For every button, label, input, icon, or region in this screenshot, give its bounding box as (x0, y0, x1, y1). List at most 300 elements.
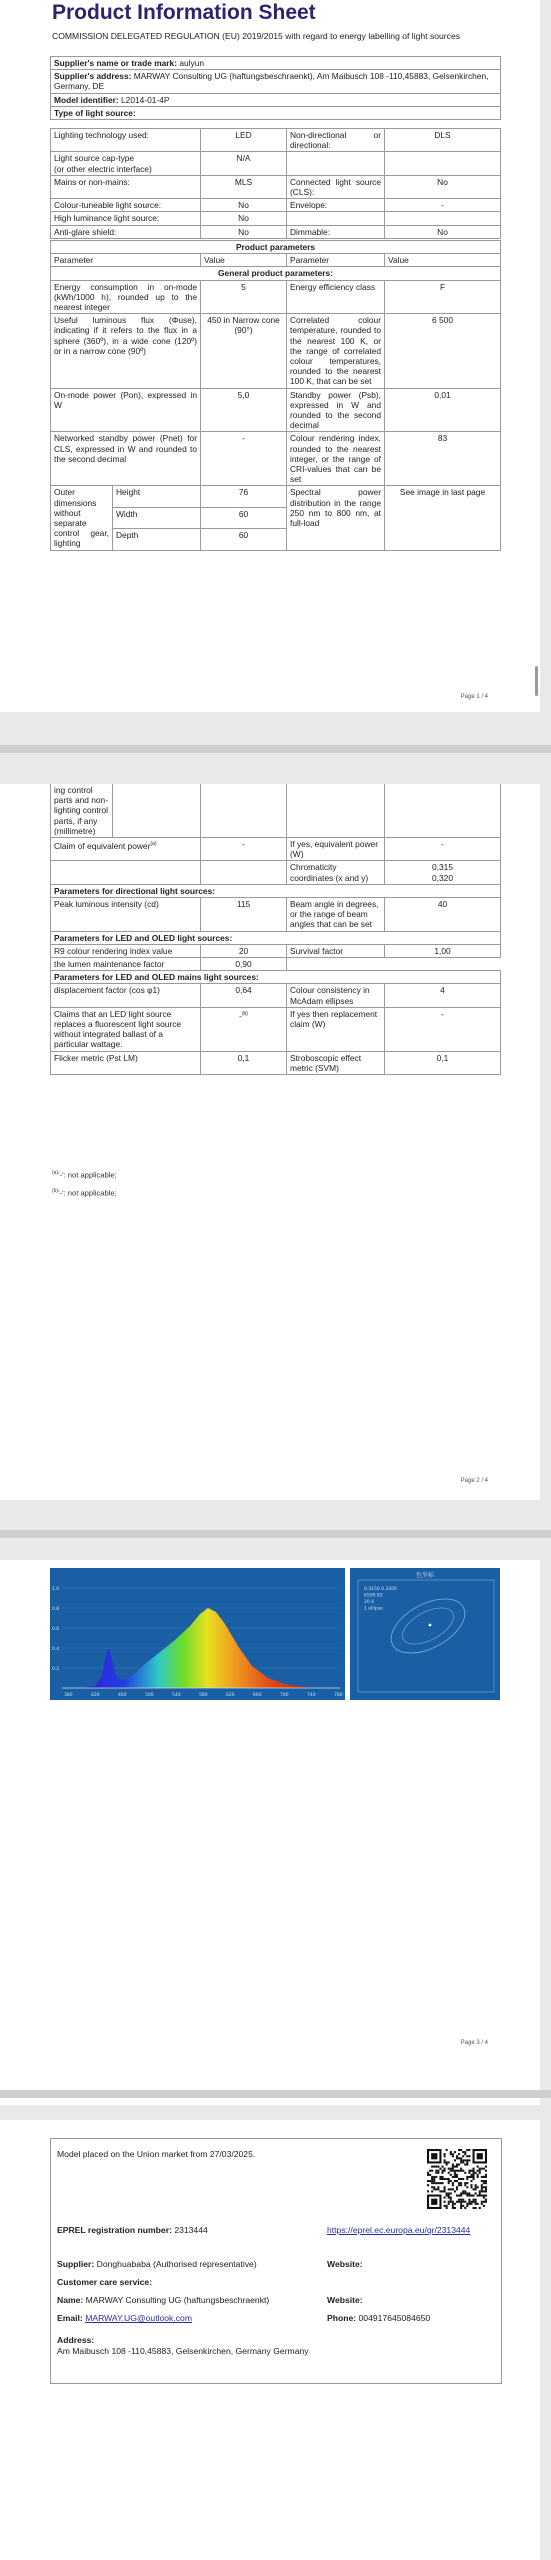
type-value: MLS (201, 175, 287, 198)
qr-module (446, 2149, 448, 2151)
qr-module (473, 2195, 475, 2197)
qr-module (475, 2207, 477, 2209)
qr-module (448, 2188, 450, 2190)
qr-module (435, 2172, 437, 2174)
qr-module (441, 2170, 443, 2172)
qr-module (475, 2203, 477, 2205)
qr-module (466, 2149, 468, 2151)
qr-module (456, 2188, 458, 2190)
qr-module (450, 2170, 452, 2172)
qr-module (458, 2149, 460, 2151)
qr-module (464, 2201, 466, 2203)
type-value-2: No (385, 225, 501, 238)
qr-module (448, 2182, 450, 2184)
qr-module (444, 2201, 446, 2203)
qr-module (456, 2157, 458, 2159)
qr-module (479, 2190, 481, 2192)
page2-table (50, 784, 501, 1075)
dim-name: Depth (113, 529, 201, 550)
type-value-2: - (385, 199, 501, 212)
address-value: Am Maibusch 108 -110,45883, Gelsenkirchen, Germany Germany (57, 2346, 309, 2356)
qr-module (483, 2201, 485, 2203)
supplier-table (50, 56, 501, 120)
claims-replace-value: -$^{(b)}$ (201, 1007, 287, 1051)
qr-module (466, 2195, 468, 2197)
dim-value: 76 (201, 486, 287, 507)
qr-module (458, 2170, 460, 2172)
qr-module (460, 2159, 462, 2161)
qr-module (448, 2168, 450, 2170)
qr-module (483, 2190, 485, 2192)
qr-module (473, 2170, 475, 2172)
type-label-2: Non-directional or directional: (287, 129, 385, 152)
page-number: Page 2 / 4 (460, 1478, 488, 1484)
page-separator (0, 2090, 551, 2098)
qr-module (460, 2203, 462, 2205)
qr-module (456, 2166, 458, 2168)
qr-module (468, 2192, 470, 2194)
qr-module (470, 2176, 472, 2178)
qr-module (458, 2201, 460, 2203)
qr-module (456, 2170, 458, 2172)
qr-module (466, 2192, 468, 2194)
qr-module (462, 2199, 464, 2201)
qr-module (473, 2172, 475, 2174)
qr-module (452, 2170, 454, 2172)
qr-module (458, 2182, 460, 2184)
footnote-b: $^{(b)}$'-': not applicable; (52, 1188, 117, 1198)
qr-module (468, 2149, 470, 2151)
qr-module (464, 2182, 466, 2184)
qr-module (477, 2203, 479, 2205)
param-value: 5,0 (201, 388, 287, 432)
qr-module (456, 2155, 458, 2157)
qr-module (448, 2192, 450, 2194)
qr-module (452, 2153, 454, 2155)
param-row (51, 388, 501, 432)
spectrum-figure (50, 1568, 500, 1700)
qr-module (448, 2203, 450, 2205)
supplier-row: Supplier's name or trade mark: aulyun (51, 57, 501, 70)
qr-module (468, 2203, 470, 2205)
param-value-2: 6 500 (385, 314, 501, 388)
stroboscopic-label: Stroboscopic effect metric (SVM) (287, 1051, 385, 1074)
qr-module (466, 2205, 468, 2207)
qr-module (458, 2199, 460, 2201)
eprel-row: EPREL registration number: 2313444 (57, 2225, 208, 2235)
qr-module (427, 2184, 429, 2186)
qr-module (441, 2178, 443, 2180)
qr-module (475, 2188, 477, 2190)
spectral-value: See image in last page (385, 486, 501, 550)
directional-heading: Parameters for directional light sources: (51, 884, 501, 897)
x-tick-label: 580 (199, 1693, 208, 1698)
displacement-value: 0,64 (201, 984, 287, 1007)
qr-module (473, 2176, 475, 2178)
page-number: Page 3 / 4 (460, 2040, 488, 2046)
qr-module (470, 2186, 472, 2188)
qr-module (456, 2163, 458, 2165)
qr-module (466, 2161, 468, 2163)
qr-module (456, 2176, 458, 2178)
qr-module (485, 2195, 487, 2197)
qr-module (441, 2166, 443, 2168)
col-parameter: Parameter (51, 254, 201, 267)
qr-module (444, 2161, 446, 2163)
qr-module (454, 2176, 456, 2178)
qr-module (460, 2207, 462, 2209)
page-2 (0, 784, 540, 1500)
type-label: Mains or non-mains: (51, 175, 201, 198)
qr-module (483, 2168, 485, 2170)
cie-readout-line: 0.3150 0.3200 (364, 1587, 397, 1592)
beam-angle-value: 40 (385, 898, 501, 932)
type-heading: Type of light source: (51, 106, 501, 119)
qr-module (454, 2159, 456, 2161)
scrollbar-thumb[interactable] (535, 666, 538, 696)
qr-module (466, 2186, 468, 2188)
qr-module (460, 2161, 462, 2163)
qr-module (475, 2192, 477, 2194)
qr-module (454, 2174, 456, 2176)
supplier-info-card (50, 2138, 502, 2384)
qr-module (456, 2174, 458, 2176)
qr-module (483, 2182, 485, 2184)
qr-module (452, 2155, 454, 2157)
product-params-table (50, 240, 501, 551)
peak-intensity-label: Peak luminous intensity (cd) (51, 898, 201, 932)
param-value-2: 83 (385, 432, 501, 486)
type-table (50, 128, 501, 239)
qr-module (470, 2195, 472, 2197)
type-row (51, 225, 501, 238)
qr-module (458, 2178, 460, 2180)
qr-module (456, 2201, 458, 2203)
qr-module (439, 2176, 441, 2178)
qr-module (460, 2178, 462, 2180)
qr-module (444, 2159, 446, 2161)
type-row (51, 129, 501, 152)
qr-module (468, 2176, 470, 2178)
param-label-2: Colour rendering index, rounded to the nearest integer, or the range of CRI-values that can be set (287, 432, 385, 486)
cie-readout-line: 6500 83 (364, 1593, 383, 1599)
qr-module (439, 2190, 441, 2192)
qr-module (460, 2195, 462, 2197)
qr-module (462, 2170, 464, 2172)
type-value-2 (385, 212, 501, 225)
qr-module (435, 2182, 437, 2184)
qr-module (439, 2168, 441, 2170)
qr-module (473, 2207, 475, 2209)
col-value: Value (201, 254, 287, 267)
param-value-2: F (385, 280, 501, 314)
qr-module (448, 2161, 450, 2163)
qr-module (481, 2203, 483, 2205)
qr-module (475, 2184, 477, 2186)
qr-code[interactable] (427, 2149, 487, 2209)
x-tick-label: 500 (145, 1693, 154, 1698)
eprel-link[interactable]: https://eprel.ec.europa.eu/qr/2313444 (327, 2225, 471, 2235)
spectral-power-chart (50, 1568, 345, 1700)
qr-module (477, 2174, 479, 2176)
y-tick-label: 0.8 (52, 1607, 60, 1612)
qr-module (446, 2207, 448, 2209)
cie-title: 色坐标 (415, 1572, 435, 1579)
website-label-2: Website: (327, 2295, 363, 2305)
qr-module (468, 2170, 470, 2172)
qr-module (466, 2176, 468, 2178)
chromaticity-label: Chromaticity coordinates (x and y) (287, 861, 385, 884)
qr-module (477, 2195, 479, 2197)
r9-value: 20 (201, 944, 287, 957)
customer-care-heading: Customer care service: (57, 2277, 153, 2287)
param-value: - (201, 432, 287, 486)
qr-module (466, 2203, 468, 2205)
qr-module (462, 2159, 464, 2161)
claim-equivalent-label: Claim of equivalent power$^{(a)}$ (51, 838, 201, 861)
type-value-2: No (385, 175, 501, 198)
qr-module (481, 2186, 483, 2188)
qr-module (450, 2151, 452, 2153)
displacement-label: displacement factor (cos φ1) (51, 984, 201, 1007)
qr-module (448, 2201, 450, 2203)
qr-module (433, 2166, 435, 2168)
qr-module (435, 2188, 437, 2190)
param-label: Energy consumption in on-mode (kWh/1000 h), rounded up to the nearest integer (51, 280, 201, 314)
qr-module (485, 2199, 487, 2201)
eprel-number: 2313444 (174, 2225, 208, 2235)
qr-module (464, 2172, 466, 2174)
qr-module (481, 2190, 483, 2192)
qr-module (427, 2172, 429, 2174)
qr-module (446, 2192, 448, 2194)
qr-module (460, 2184, 462, 2186)
qr-module (452, 2163, 454, 2165)
qr-module (448, 2178, 450, 2180)
qr-module (439, 2178, 441, 2180)
flicker-label: Flicker metric (Pst LM) (51, 1051, 201, 1074)
qr-module (485, 2201, 487, 2203)
supplier-rep: Donghuababa (Authorised representative) (96, 2259, 257, 2269)
qr-module (444, 2153, 446, 2155)
type-value: No (201, 199, 287, 212)
qr-module (456, 2195, 458, 2197)
led-heading: Parameters for LED and OLED light sources: (51, 931, 501, 944)
type-value: N/A (201, 152, 287, 175)
email-link[interactable]: MARWAY.UG@outlook.com (85, 2313, 192, 2323)
qr-module (468, 2155, 470, 2157)
model-identifier: L2014-01-4P (121, 94, 170, 105)
qr-module (479, 2170, 481, 2172)
type-label-2 (287, 152, 385, 175)
customer-name: MARWAY Consulting UG (haftungsbeschraenkt) (85, 2295, 270, 2305)
market-date-text: Model placed on the Union market from 27/03/2025. (57, 2149, 256, 2159)
qr-module (470, 2180, 472, 2182)
qr-module (444, 2170, 446, 2172)
supplier-name: aulyun (179, 58, 205, 68)
qr-module (454, 2190, 456, 2192)
qr-module (462, 2151, 464, 2153)
qr-module (460, 2205, 462, 2207)
qr-module (485, 2188, 487, 2190)
qr-module (473, 2168, 475, 2170)
qr-module (454, 2166, 456, 2168)
survival-value: 1,00 (385, 944, 501, 957)
qr-module (427, 2180, 429, 2182)
col-parameter-2: Parameter (287, 254, 385, 267)
qr-module (452, 2182, 454, 2184)
x-tick-label: 660 (253, 1693, 262, 1698)
x-tick-label: 380 (64, 1693, 73, 1698)
qr-module (454, 2180, 456, 2182)
beam-angle-label: Beam angle in degrees, or the range of beam angles that can be set (287, 898, 385, 932)
qr-module (446, 2195, 448, 2197)
qr-module (433, 2180, 435, 2182)
qr-module (483, 2205, 485, 2207)
consistency-value: 4 (385, 984, 501, 1007)
qr-module (464, 2153, 466, 2155)
qr-module (427, 2190, 429, 2192)
qr-module (452, 2188, 454, 2190)
qr-module (458, 2163, 460, 2165)
claim-equivalent-value: - (201, 838, 287, 861)
qr-module (458, 2195, 460, 2197)
chromaticity-value: 0,315 0,320 (385, 861, 501, 884)
type-row (51, 152, 501, 175)
page-separator (0, 1530, 551, 1538)
qr-module (462, 2192, 464, 2194)
qr-module (454, 2151, 456, 2153)
outer-dimensions-cont: ing control parts and non-lighting control parts, if any (millimetre) (51, 784, 113, 838)
qr-module (485, 2174, 487, 2176)
qr-module (452, 2176, 454, 2178)
qr-module (441, 2182, 443, 2184)
address-row: Supplier's address: MARWAY Consulting UG (haftungsbeschraenkt), Am Maibusch 108 -110,45883, Gelsenkirchen, Germany, DE (51, 70, 501, 93)
page-title: Product Information Sheet (52, 1, 316, 24)
qr-module (479, 2192, 481, 2194)
qr-module (444, 2155, 446, 2157)
type-value: No (201, 225, 287, 238)
qr-module (431, 2182, 433, 2184)
cie-readout-line: 1 ellipse (364, 1606, 383, 1612)
qr-module (458, 2184, 460, 2186)
type-label: Colour-tuneable light source: (51, 199, 201, 212)
qr-module (466, 2178, 468, 2180)
x-tick-label: 740 (307, 1693, 316, 1698)
qr-module (460, 2182, 462, 2184)
qr-module (473, 2188, 475, 2190)
qr-module (468, 2172, 470, 2174)
qr-module (479, 2195, 481, 2197)
qr-module (462, 2155, 464, 2157)
x-tick-label: 620 (226, 1693, 235, 1698)
qr-module (452, 2201, 454, 2203)
claims-replace-label: Claims that an LED light source replaces a fluorescent light source without integrated ballast of a particular wattage. (51, 1007, 201, 1051)
y-tick-label: 0.4 (52, 1647, 60, 1652)
x-tick-label: 780 (334, 1693, 343, 1698)
qr-module (481, 2184, 483, 2186)
qr-module (444, 2188, 446, 2190)
qr-module (431, 2166, 433, 2168)
type-label-2: Envelope: (287, 199, 385, 212)
qr-module (477, 2186, 479, 2188)
qr-module (446, 2161, 448, 2163)
qr-module (462, 2205, 464, 2207)
qr-module (429, 2170, 431, 2172)
qr-module (466, 2182, 468, 2184)
qr-module (435, 2166, 437, 2168)
qr-module (431, 2170, 433, 2172)
qr-module (452, 2184, 454, 2186)
qr-module (485, 2180, 487, 2182)
survival-label: Survival factor (287, 944, 385, 957)
qr-module (448, 2180, 450, 2182)
qr-module (470, 2174, 472, 2176)
qr-module (437, 2166, 439, 2168)
dim-value: 60 (201, 507, 287, 528)
dim-name: Width (113, 507, 201, 528)
type-label: Light source cap-type (or other electric interface) (51, 152, 201, 175)
qr-module (462, 2201, 464, 2203)
qr-module (485, 2182, 487, 2184)
qr-module (444, 2190, 446, 2192)
qr-module (473, 2201, 475, 2203)
qr-module (462, 2161, 464, 2163)
mains-heading: Parameters for LED and OLED mains light sources: (51, 971, 501, 984)
param-label: On-mode power (Pon), expressed in W (51, 388, 201, 432)
qr-module (439, 2182, 441, 2184)
qr-module (431, 2190, 433, 2192)
qr-module (470, 2203, 472, 2205)
type-row (51, 175, 501, 198)
type-row (51, 212, 501, 225)
qr-module (431, 2186, 433, 2188)
qr-module (477, 2166, 479, 2168)
qr-module (483, 2176, 485, 2178)
qr-module (466, 2163, 468, 2165)
param-label: Useful luminous flux (Φuse), indicating if it refers to the flux in a sphere (360º), in a wide cone (120º) or in a narrow cone (90º) (51, 314, 201, 388)
param-value: 450 in Narrow cone (90°) (201, 314, 287, 388)
param-value-2: 0,01 (385, 388, 501, 432)
qr-module (470, 2201, 472, 2203)
type-label: Lighting technology used: (51, 129, 201, 152)
type-value-2 (385, 152, 501, 175)
qr-module (483, 2197, 485, 2199)
address-heading: Address: (57, 2335, 95, 2345)
replacement-claim-label: If yes then replacement claim (W) (287, 1007, 385, 1051)
qr-module (460, 2157, 462, 2159)
x-tick-label: 460 (118, 1693, 127, 1698)
cie-readout-line: 20 4 (364, 1600, 375, 1605)
qr-module (485, 2186, 487, 2188)
qr-module (444, 2168, 446, 2170)
qr-module (483, 2180, 485, 2182)
y-tick-label: 0.2 (52, 1667, 60, 1672)
param-label-2: Standby power (Psb), expressed in W and rounded to the second decimal (287, 388, 385, 432)
qr-module (477, 2170, 479, 2172)
param-value: 5 (201, 280, 287, 314)
qr-module (452, 2203, 454, 2205)
outer-dimensions-label: Outer dimensions without separate control gear, lighting (51, 486, 113, 550)
chromaticity-diagram (350, 1568, 500, 1700)
type-value: No (201, 212, 287, 225)
qr-module (446, 2205, 448, 2207)
type-value-2: DLS (385, 129, 501, 152)
qr-module (429, 2180, 431, 2182)
qr-module (450, 2201, 452, 2203)
website-label-1: Website: (327, 2259, 363, 2269)
qr-module (454, 2170, 456, 2172)
